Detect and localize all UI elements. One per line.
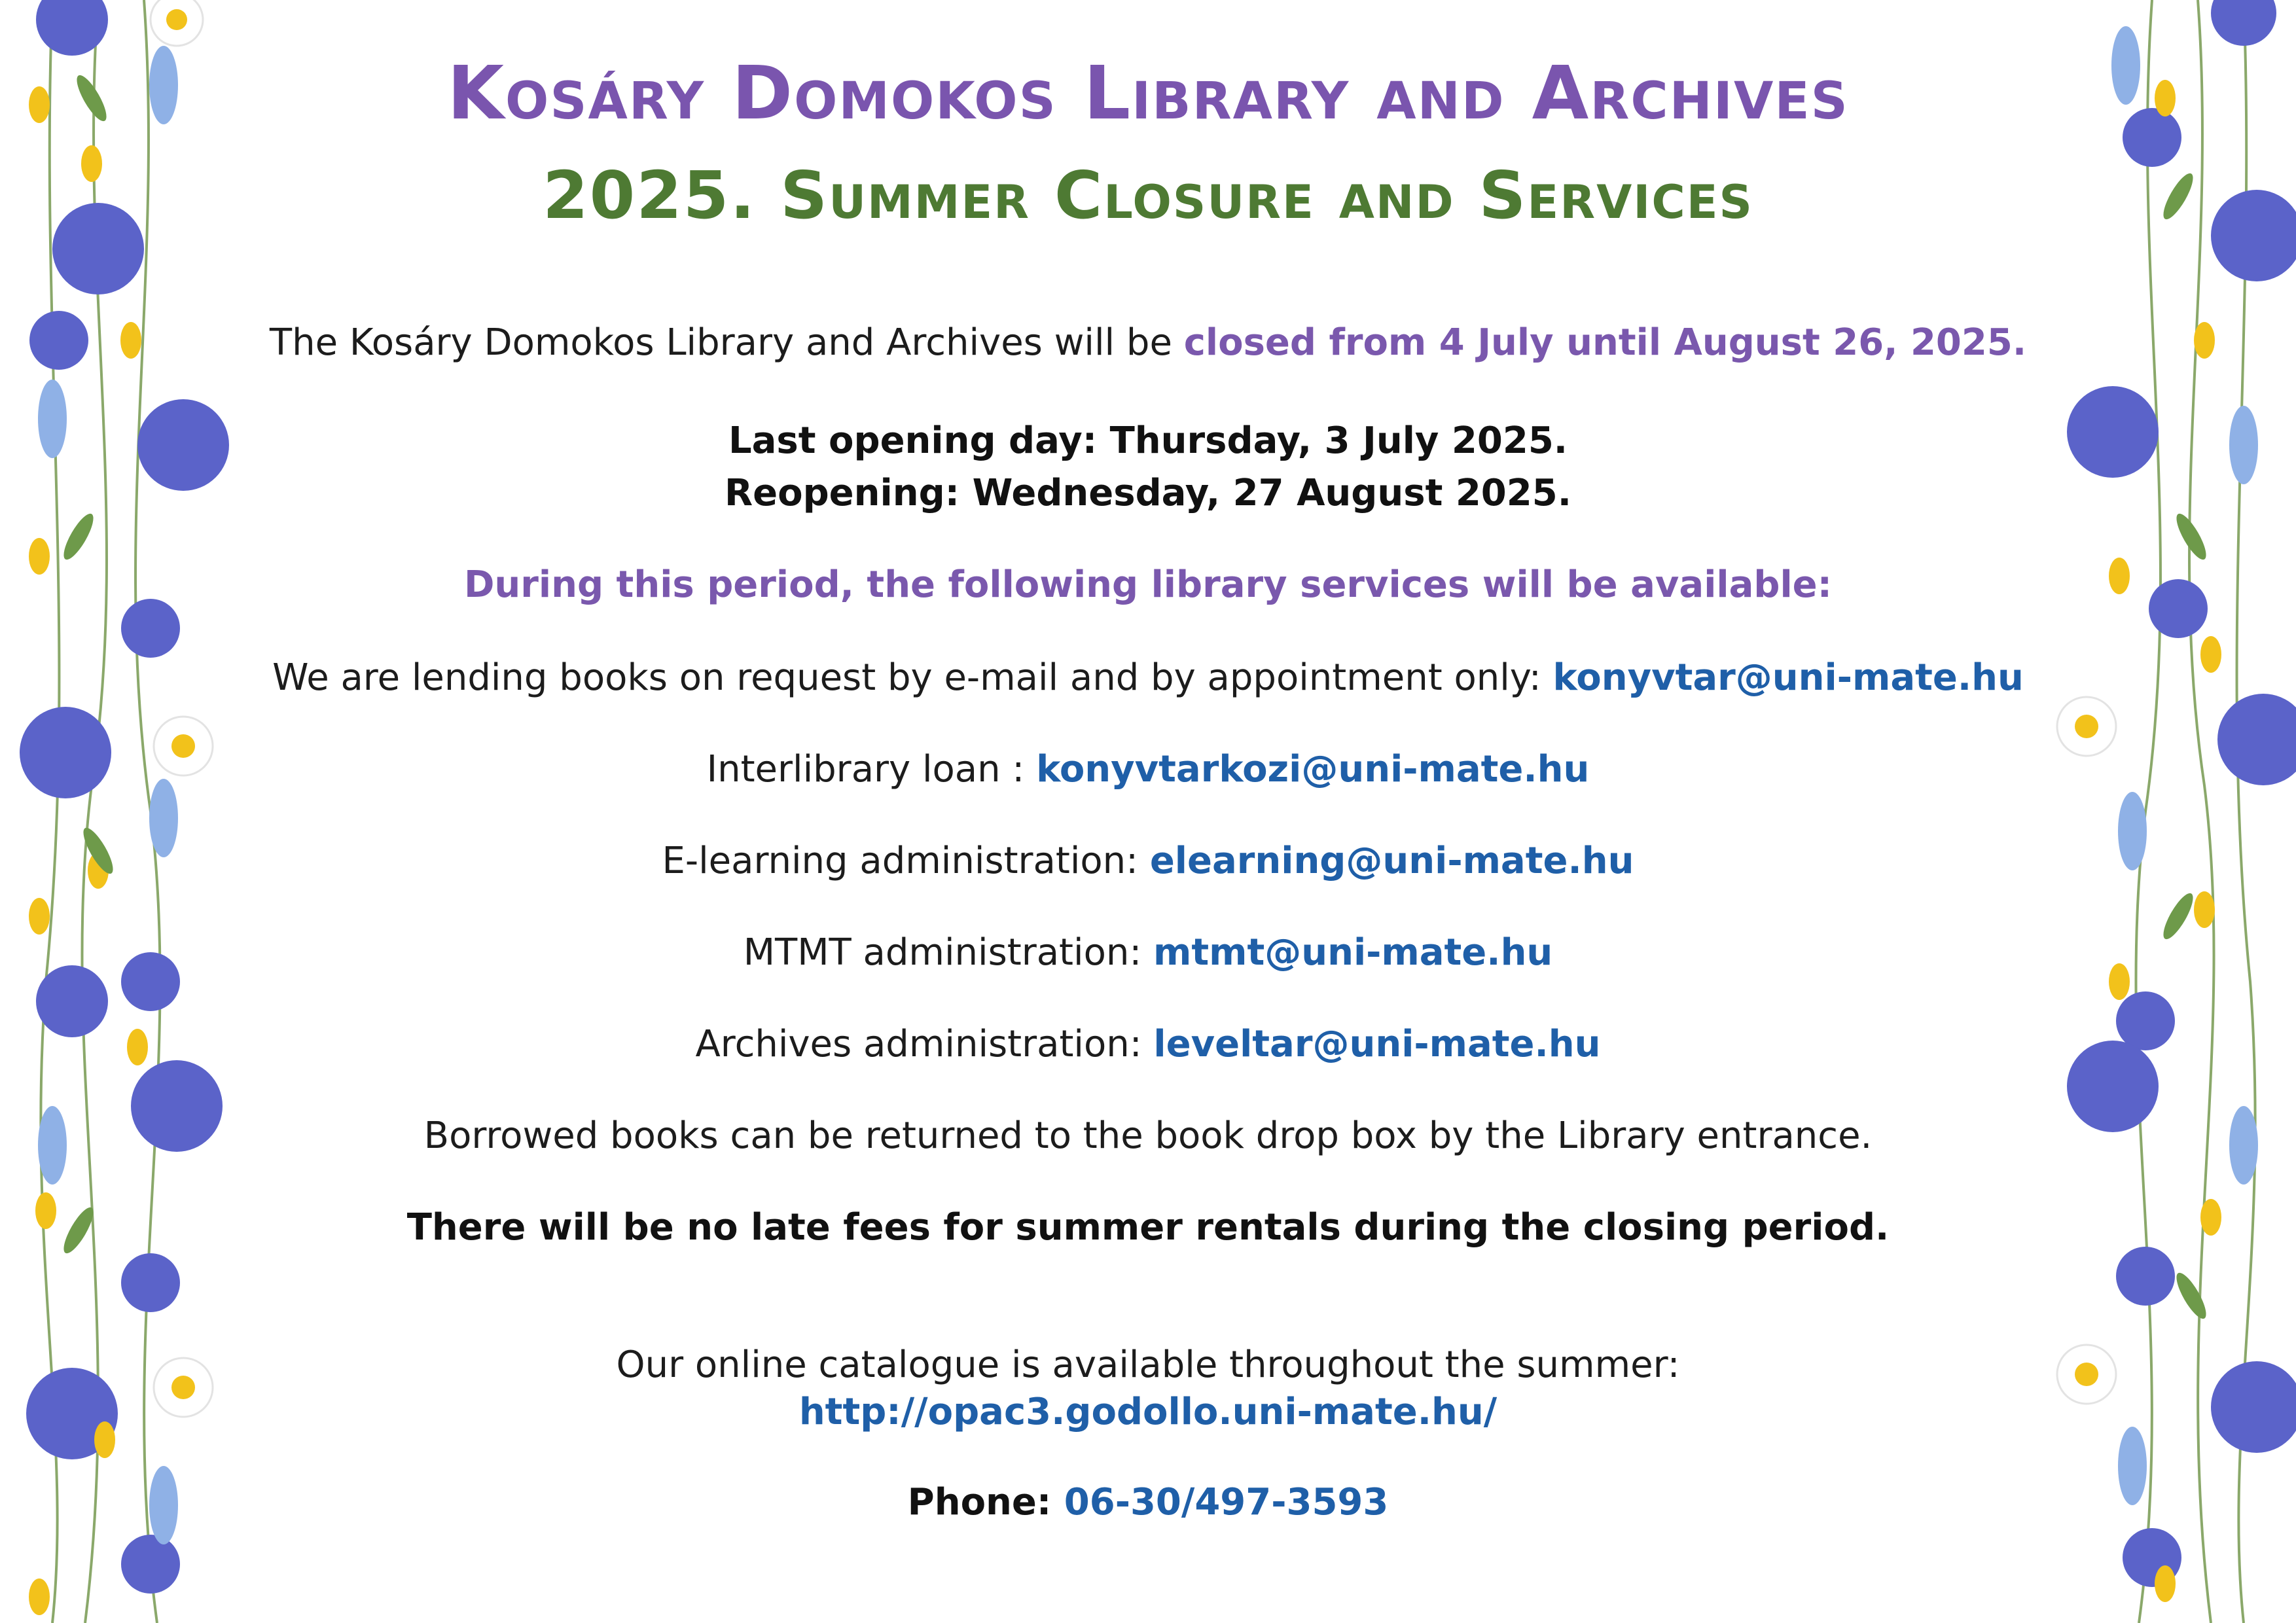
closure-period: closed from 4 July until August 26, 2025. <box>1183 321 2027 364</box>
page-subtitle: 2025. Summer Closure and Services <box>543 157 1753 234</box>
catalogue-url-link[interactable]: http://opac3.godollo.uni-mate.hu/ <box>798 1391 1498 1433</box>
email-link-leveltar[interactable]: leveltar@uni-mate.hu <box>1153 1023 1601 1065</box>
late-fees-note: There will be no late fees for summer rentals during the closing period. <box>406 1206 1890 1249</box>
service-lending <box>249 654 2047 702</box>
service-label: Interlibrary loan : <box>706 748 1037 791</box>
reopening-date: Reopening: Wednesday, 27 August 2025. <box>725 472 1571 514</box>
service-label: E-learning administration: <box>662 840 1150 882</box>
phone-number-link[interactable]: 06-30/497-3593 <box>1064 1481 1389 1524</box>
intro-line <box>249 319 2047 366</box>
floral-border-left-art <box>0 0 249 1623</box>
floral-border-left <box>0 0 249 1623</box>
service-label: MTMT administration: <box>743 931 1153 974</box>
email-link-konyvtar[interactable]: konyvtar@uni-mate.hu <box>1552 656 2024 699</box>
catalogue-text: Our online catalogue is available throughout the summer: <box>616 1344 1680 1386</box>
service-label: We are lending books on request by e-mail and by appointment only: <box>272 656 1553 699</box>
email-link-elearning[interactable]: elearning@uni-mate.hu <box>1149 840 1634 882</box>
floral-border-right <box>2047 0 2296 1623</box>
intro-text: The Kosáry Domokos Library and Archives will be <box>269 321 1184 364</box>
phone-label: Phone: <box>907 1481 1064 1524</box>
floral-border-right-art <box>2047 0 2296 1623</box>
last-opening-day: Last opening day: Thursday, 3 July 2025. <box>728 419 1568 462</box>
email-link-mtmt[interactable]: mtmt@uni-mate.hu <box>1153 931 1553 974</box>
service-archives <box>249 1021 2047 1068</box>
service-elearning <box>249 838 2047 885</box>
services-heading: During this period, the following library services will be available: <box>463 563 1833 606</box>
email-link-konyvtarkozi[interactable]: konyvtarkozi@uni-mate.hu <box>1036 748 1590 791</box>
service-label: Archives administration: <box>695 1023 1154 1065</box>
service-interlibrary-loan <box>249 746 2047 793</box>
phone-line <box>249 1479 2047 1526</box>
page-title: Kosáry Domokos Library and Archives <box>447 51 1849 136</box>
return-note: Borrowed books can be returned to the book drop box by the Library entrance. <box>423 1115 1873 1157</box>
service-mtmt <box>249 929 2047 976</box>
